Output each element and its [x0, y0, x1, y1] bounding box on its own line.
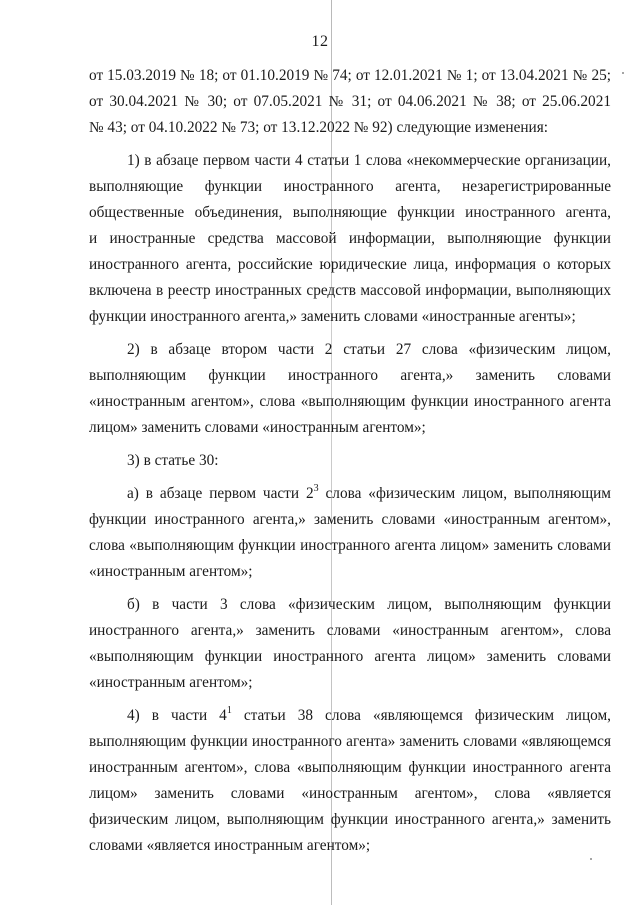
text-line: «иностранным агентом»;: [89, 674, 253, 691]
text-fragment: статьи 38 слова «являющемся физическим лицом,: [231, 707, 611, 724]
text-line: лицом» заменить словами «иностранным агентом»;: [89, 419, 426, 436]
text-line: выполняющие функции иностранного агента, незарегистрированные: [89, 178, 611, 195]
text-line: иностранного агента,» заменить словами «иностранным агентом», слова: [89, 622, 611, 639]
text-fragment: 4) в части 4: [127, 707, 227, 724]
text-line: «иностранным агентом»;: [89, 563, 253, 580]
scan-speck: [622, 72, 624, 74]
text-line: выполняющим функции иностранного агента,» заменить словами: [89, 367, 611, 384]
text-fragment: слова «физическим лицом, выполняющим: [318, 485, 611, 502]
text-line: [89, 481, 611, 507]
text-line: от 15.03.2019 № 18; от 01.10.2019 № 74; от 12.01.2021 № 1; от 13.04.2021 № 25;: [89, 67, 611, 84]
text-line: 1) в абзаце первом части 4 статьи 1 слова «некоммерческие организации,: [127, 152, 611, 169]
text-line: слова «выполняющим функции иностранного агента лицом» заменить словами: [89, 537, 611, 554]
text-line: функции иностранного агента,» заменить словами «иностранным агентом»,: [89, 511, 611, 528]
text-line: «иностранным агентом», слова «выполняющим функции иностранного агента: [89, 393, 611, 410]
text-line: включена в реестр иностранных средств массовой информации, выполняющих: [89, 282, 611, 299]
text-line: общественные объединения, выполняющие функции иностранного агента,: [89, 204, 611, 221]
text-line: лицом» заменить словами «иностранным агентом», слова «является: [89, 785, 611, 802]
text-line: 3) в статье 30:: [127, 452, 219, 469]
superscript: 3: [313, 483, 319, 494]
text-line: № 43; от 04.10.2022 № 73; от 13.12.2022 № 92) следующие изменения:: [89, 119, 549, 136]
text-line: иностранным агентом», слова «выполняющим функции иностранного агента: [89, 759, 611, 776]
text-line: словами «является иностранным агентом»;: [89, 837, 371, 854]
text-line: выполняющим функции иностранного агента» заменить словами «являющемся: [89, 733, 611, 750]
text-line: «выполняющим функции иностранного агента лицом» заменить словами: [89, 648, 611, 665]
text-line: иностранного агента, российские юридические лица, информация о которых: [89, 256, 611, 273]
text-line: б) в части 3 слова «физическим лицом, выполняющим функции: [127, 596, 611, 613]
text-line: физическим лицом, выполняющим функции иностранного агента,» заменить: [89, 811, 611, 828]
text-line: 2) в абзаце втором части 2 статьи 27 слова «физическим лицом,: [127, 341, 611, 358]
document-body: [89, 63, 611, 859]
text-line: [89, 703, 611, 729]
superscript: 1: [226, 705, 232, 716]
text-line: функции иностранного агента,» заменить словами «иностранные агенты»;: [89, 308, 576, 325]
text-fragment: а) в абзаце первом части 2: [127, 485, 314, 502]
page-number: 12: [311, 33, 329, 50]
text-line: и иностранные средства массовой информации, выполняющие функции: [89, 230, 611, 247]
text-line: от 30.04.2021 № 30; от 07.05.2021 № 31; от 04.06.2021 № 38; от 25.06.2021: [89, 93, 611, 110]
